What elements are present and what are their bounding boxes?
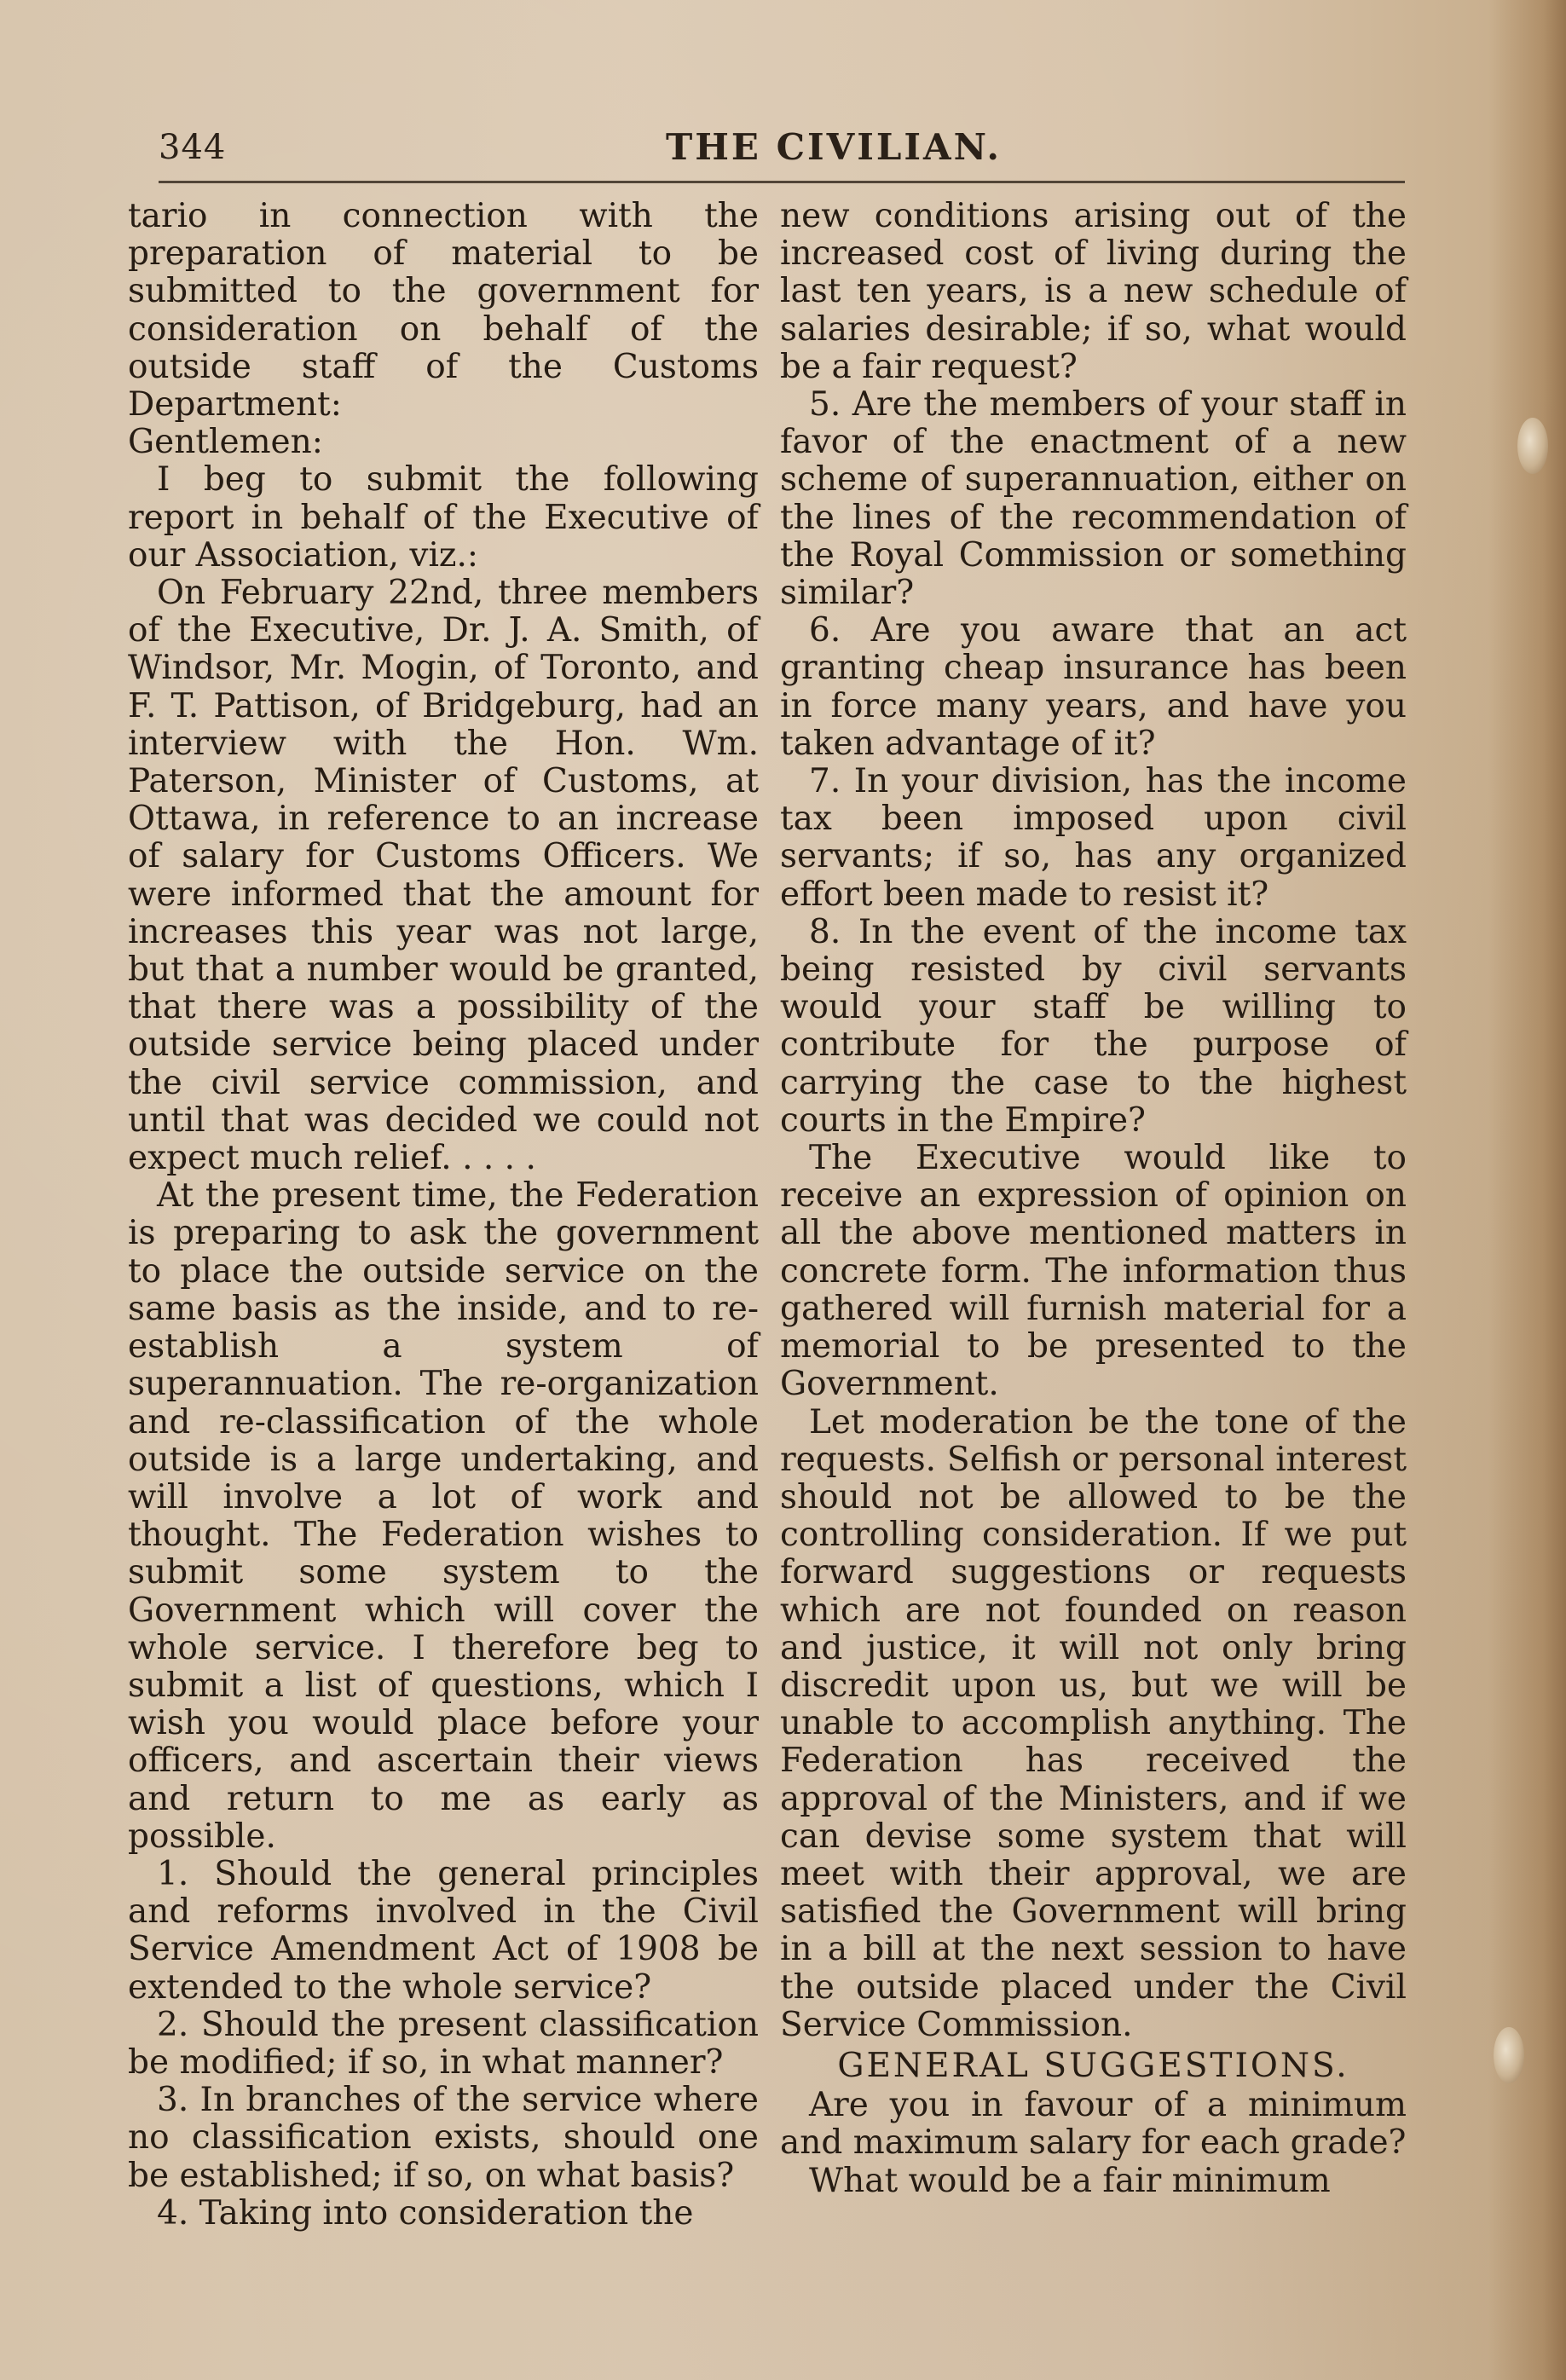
paragraph: new conditions arising out of the increased cost of living during the last ten years, is a new schedule of salaries desirable; if so, what would be a fair request? — [780, 197, 1407, 386]
question-item: 3. In branches of the service where no classification exists, should one be established; if so, on what basis? — [128, 2081, 759, 2195]
binding-hole — [1517, 418, 1548, 474]
right-column — [780, 198, 1407, 2200]
question-item: 7. In your division, has the income tax been imposed upon civil servants; if so, has any organized effort been made to resist it? — [780, 762, 1407, 914]
paragraph: What would be a fair minimum — [809, 2161, 1331, 2200]
question-item: 6. Are you aware that an act granting cheap insurance has been in force many years, and have you taken advantage of it? — [780, 611, 1407, 763]
page-edge-shadow — [1489, 0, 1566, 2380]
paragraph: At the present time, the Federation is preparing to ask the government to place the outside service on the same basis as the inside, and to re-establish a system of superannuation. The re-organization and re-classification of the whole outside is a large undertaking, and will involve a lot of work and thought. The Federation wishes to submit some system to the Government which will cover the whole service. I therefore beg to submit a list of questions, which I wish you would place before your officers, and ascertain their views and return to me as early as possible. — [128, 1176, 759, 1856]
question-item: 2. Should the present classification be modified; if so, in what manner? — [128, 2005, 759, 2082]
running-title: THE CIVILIAN. — [666, 126, 1002, 168]
paragraph: I beg to submit the following report in behalf of the Executive of our Association, viz.: — [128, 460, 759, 575]
binding-hole — [1494, 2027, 1524, 2083]
question-item: 5. Are the members of your staff in favor of the enactment of a new scheme of superannuation, either on the lines of the recommendation of the Royal Commission or something similar? — [780, 385, 1407, 613]
question-item: 4. Taking into consideration the — [157, 2193, 694, 2233]
header-rule — [159, 181, 1405, 183]
salutation: Gentlemen: — [128, 423, 323, 462]
page-header — [159, 121, 1403, 172]
paragraph: Let moderation be the tone of the requests. Selfish or personal interest should not be allowed to be the controlling consideration. If we put forward suggestions or requests which are not founded on reason and justice, it will not only bring discredit upon us, but we will be unable to accomplish anything. The Federation has received the approval of the Ministers, and if we can devise some system that will meet with their approval, we are satisfied the Government will bring in a bill at the next session to have the outside placed under the Civil Service Commission. — [780, 1402, 1407, 2044]
paragraph: Are you in favour of a minimum and maximum salary for each grade? — [780, 2086, 1407, 2163]
question-item: 1. Should the general principles and reforms involved in the Civil Service Amendment Act of 1908 be extended to the whole service? — [128, 1854, 759, 2007]
question-item: 8. In the event of the income tax being resisted by civil servants would your staff be willing to contribute for the purpose of carrying the case to the highest courts in the Empire? — [780, 912, 1407, 1140]
paragraph: tario in connection with the preparation of material to be submitted to the government for consideration on behalf of the outside staff of the Customs Department: — [128, 197, 759, 425]
left-column — [128, 198, 759, 2233]
page-number: 344 — [159, 128, 227, 167]
paragraph: The Executive would like to receive an expression of opinion on all the above mentioned matters in concrete form. The information thus gathered will furnish material for a memorial to be presented to the Government. — [780, 1139, 1407, 1404]
section-heading: GENERAL SUGGESTIONS. — [837, 2046, 1349, 2085]
paragraph: On February 22nd, three members of the Executive, Dr. J. A. Smith, of Windsor, Mr. Mogin, of Toronto, and F. T. Pattison, of Bridgeburg, had an interview with the Hon. Wm. Paterson, Minister of Customs, at Ottawa, in reference to an increase of salary for Customs Officers. We were informed that the amount for increases this year was not large, but that a number would be granted, that there was a possibility of the outside service being placed under the civil service commission, and until that was decided we could not expect much relief. . . . . — [128, 574, 759, 1178]
